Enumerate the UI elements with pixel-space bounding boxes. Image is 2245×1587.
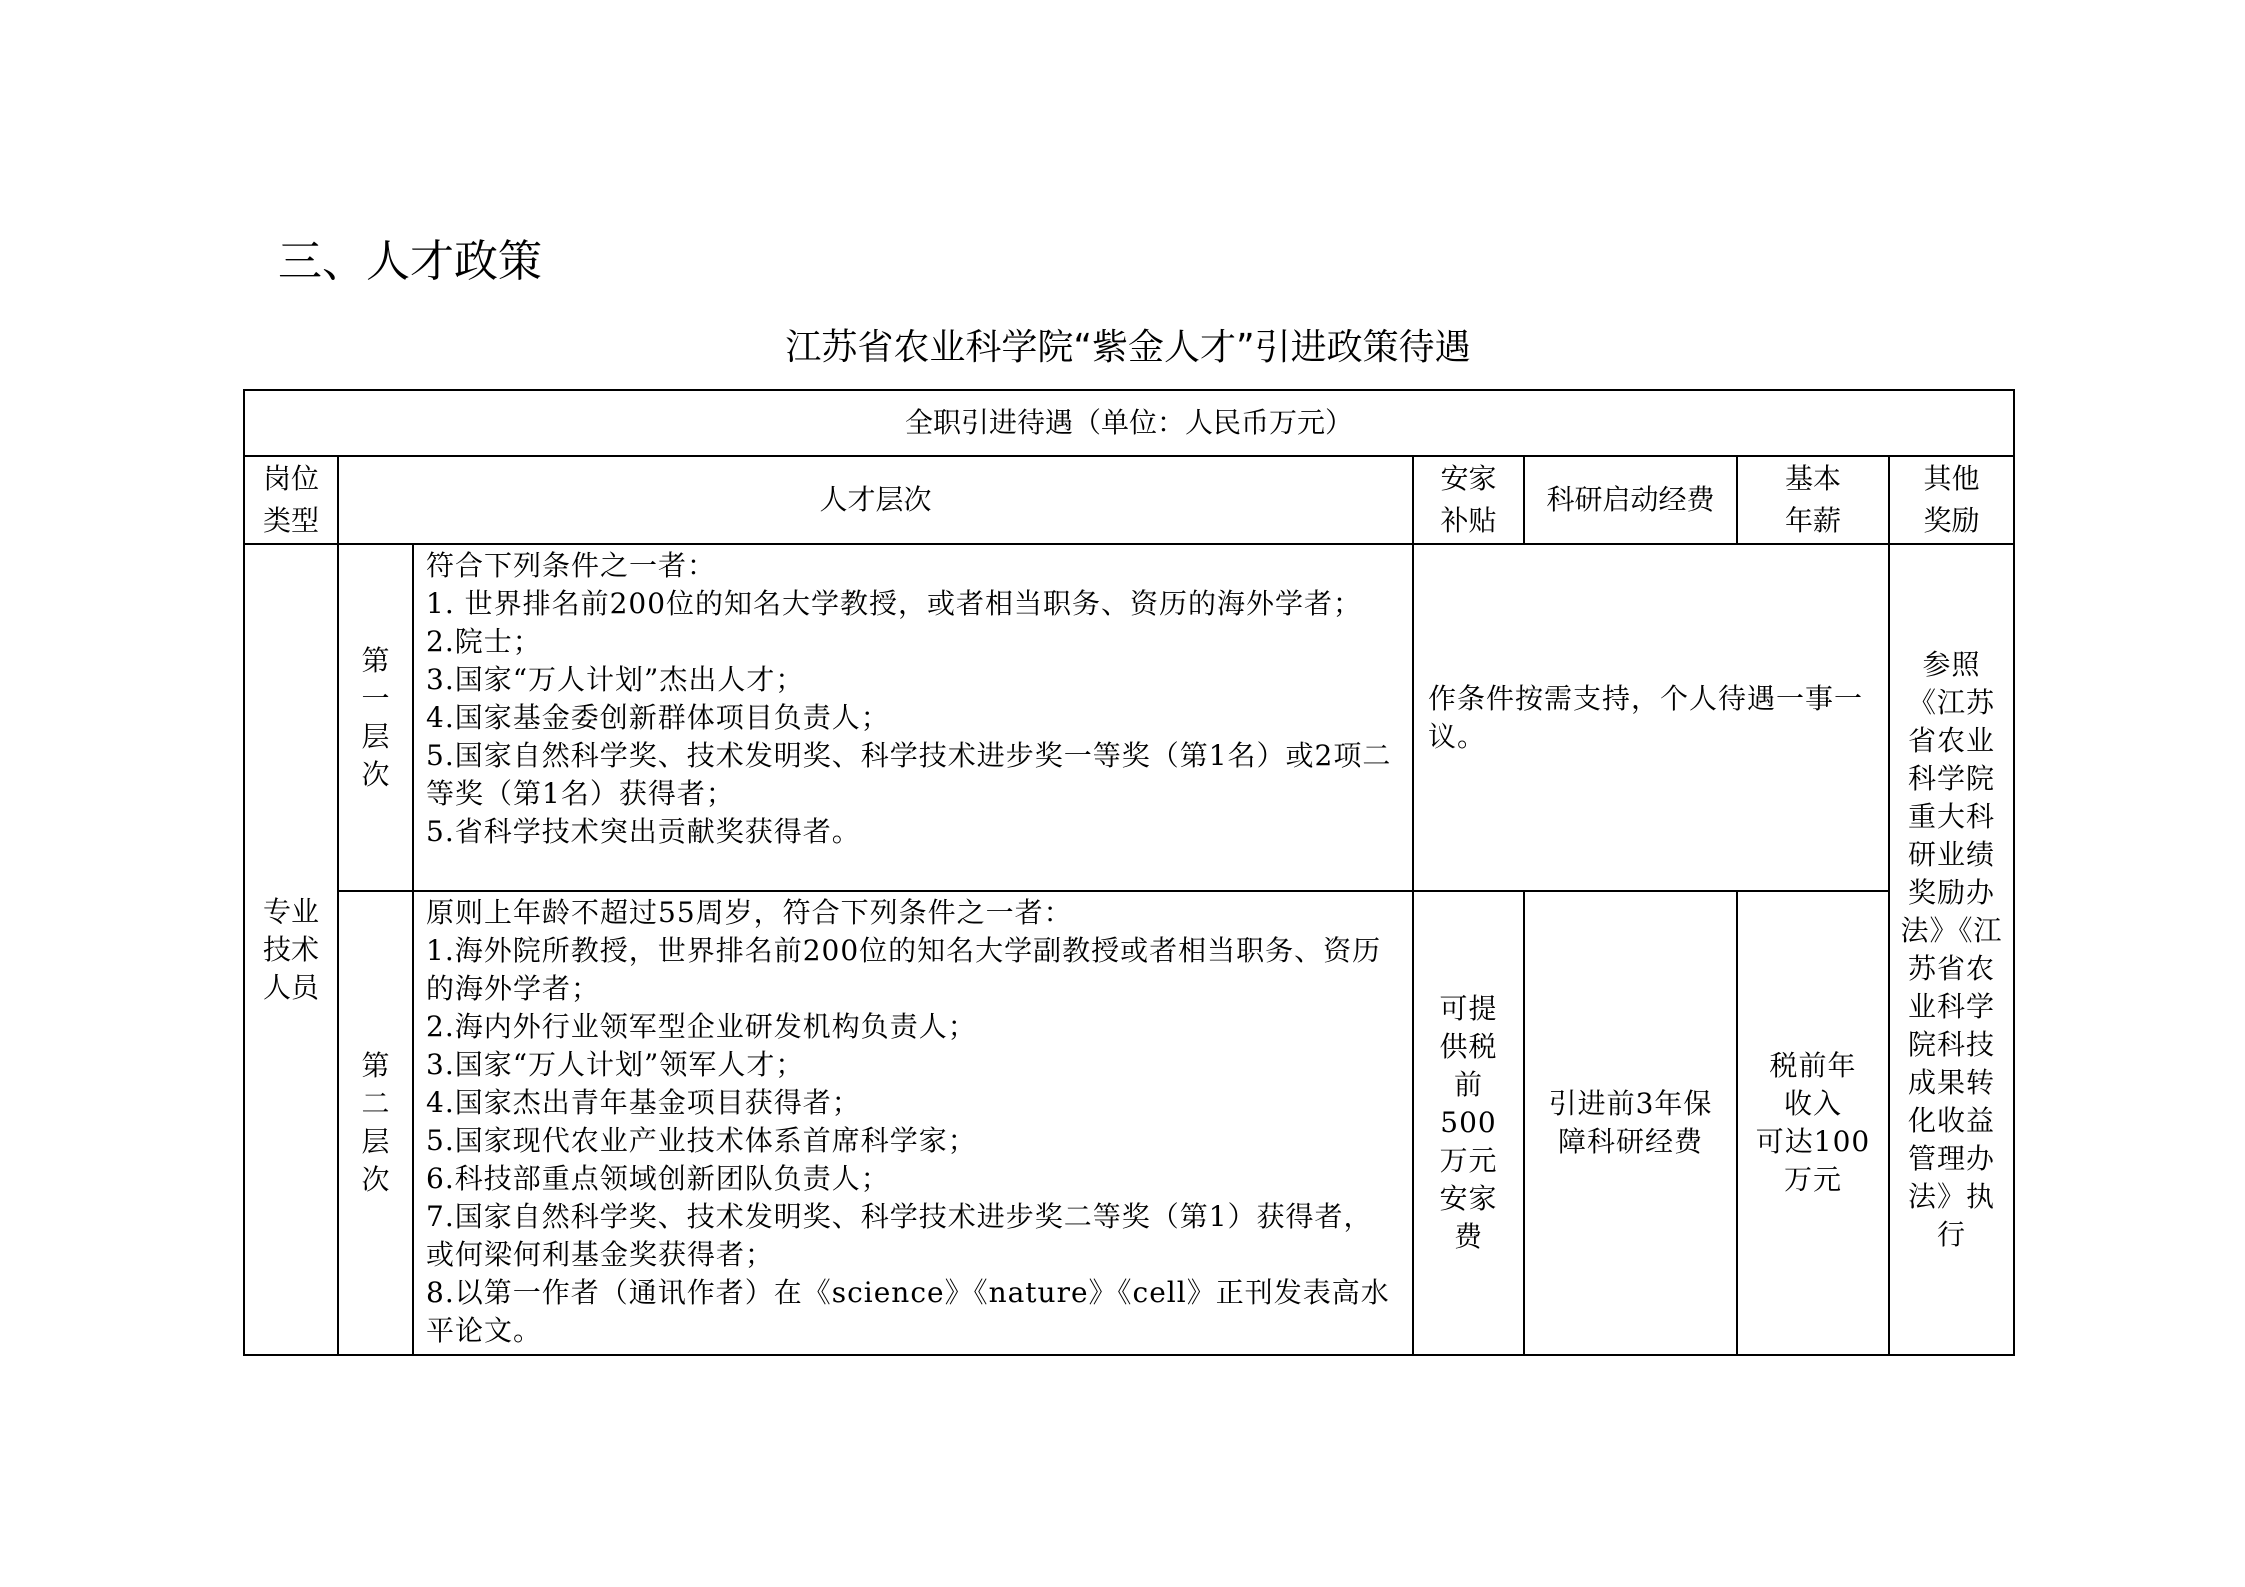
settlement-line: 可提 bbox=[1439, 992, 1498, 1025]
criteria-line: 4.国家杰出青年基金项目获得者； bbox=[426, 1086, 861, 1119]
policy-table bbox=[243, 389, 2015, 1356]
category-line: 人员 bbox=[262, 970, 319, 1004]
table-caption: 全职引进待遇（单位：人民币万元） bbox=[244, 390, 2014, 456]
category-line: 技术 bbox=[262, 932, 319, 966]
tier1-label-char: 第 bbox=[361, 643, 390, 677]
award-line: 管理办 bbox=[1908, 1141, 1996, 1175]
criteria-line: 8.以第一作者（通讯作者）在《science》《nature》《cell》正刊发表高水平论文。 bbox=[426, 1276, 1390, 1347]
category-cell bbox=[244, 544, 338, 1355]
criteria-line: 5.国家现代农业产业技术体系首席科学家； bbox=[426, 1124, 977, 1157]
header-settlement bbox=[1413, 456, 1524, 544]
settlement-line: 前 bbox=[1453, 1068, 1483, 1101]
header-other-line: 其他 bbox=[1923, 462, 1980, 495]
caption-row bbox=[244, 390, 2014, 456]
settlement-line: 供税 bbox=[1439, 1030, 1498, 1063]
criteria-line: 3.国家“万人计划”领军人才； bbox=[426, 1048, 805, 1081]
criteria-line: 5.省科学技术突出贡献奖获得者。 bbox=[426, 815, 861, 848]
award-line: 院科技 bbox=[1908, 1027, 1996, 1061]
criteria-line: 1.海外院所教授，世界排名前200位的知名大学副教授或者相当职务、资历的海外学者； bbox=[426, 934, 1382, 1005]
tier2-salary bbox=[1737, 891, 1889, 1355]
header-salary-line: 年薪 bbox=[1784, 504, 1841, 537]
award-line: 重大科 bbox=[1908, 799, 1996, 833]
header-settlement-line: 补贴 bbox=[1440, 504, 1497, 537]
tier2-row bbox=[244, 891, 2014, 1355]
award-line: 业科学 bbox=[1908, 989, 1996, 1023]
settlement-line: 500 bbox=[1440, 1106, 1497, 1139]
criteria-line: 6.科技部重点领域创新团队负责人； bbox=[426, 1162, 890, 1195]
award-line: 《江苏 bbox=[1908, 685, 1996, 719]
award-line: 苏省农 bbox=[1908, 951, 1996, 985]
tier2-label-char: 次 bbox=[361, 1163, 390, 1196]
tier2-criteria bbox=[413, 891, 1413, 1355]
award-line: 化收益 bbox=[1908, 1103, 1996, 1137]
header-row bbox=[244, 456, 2014, 544]
settlement-line: 万元 bbox=[1439, 1144, 1498, 1177]
tier1-label-char: 次 bbox=[361, 757, 390, 791]
tier2-research-fund: 引进前3年保障科研经费 bbox=[1524, 891, 1737, 1355]
tier2-label bbox=[338, 891, 413, 1355]
award-line: 省农业 bbox=[1908, 723, 1996, 757]
header-category-line: 岗位 bbox=[262, 462, 319, 495]
tier1-treatment: 作条件按需支持，个人待遇一事一议。 bbox=[1413, 544, 1889, 891]
award-line: 法》执 bbox=[1908, 1179, 1996, 1213]
award-line: 成果转 bbox=[1908, 1065, 1996, 1099]
salary-line: 税前年 bbox=[1769, 1049, 1857, 1082]
tier2-label-char: 第 bbox=[361, 1049, 390, 1082]
other-award-cell bbox=[1889, 544, 2014, 1355]
criteria-line: 2.院士； bbox=[426, 625, 542, 658]
header-research-fund: 科研启动经费 bbox=[1524, 456, 1737, 544]
tier1-criteria bbox=[413, 544, 1413, 891]
header-level: 人才层次 bbox=[338, 456, 1413, 544]
header-category-line: 类型 bbox=[262, 504, 319, 537]
tier2-label-char: 层 bbox=[361, 1125, 390, 1158]
tier2-settlement bbox=[1413, 891, 1524, 1355]
tier1-label bbox=[338, 544, 413, 891]
award-line: 行 bbox=[1937, 1217, 1967, 1251]
tier2-label-char: 二 bbox=[361, 1087, 390, 1120]
award-line: 研业绩 bbox=[1908, 837, 1996, 871]
criteria-line: 1. 世界排名前200位的知名大学教授，或者相当职务、资历的海外学者； bbox=[426, 587, 1363, 620]
settlement-line: 安家 bbox=[1439, 1182, 1498, 1215]
category-line: 专业 bbox=[262, 894, 319, 928]
criteria-line: 2.海内外行业领军型企业研发机构负责人； bbox=[426, 1010, 977, 1043]
salary-line: 收入 bbox=[1783, 1087, 1842, 1120]
criteria-line: 4.国家基金委创新群体项目负责人； bbox=[426, 701, 890, 734]
award-line: 奖励办 bbox=[1908, 875, 1996, 909]
salary-line: 万元 bbox=[1783, 1163, 1842, 1196]
header-salary bbox=[1737, 456, 1889, 544]
criteria-line: 3.国家“万人计划”杰出人才； bbox=[426, 663, 805, 696]
criteria-line: 7.国家自然科学奖、技术发明奖、科学技术进步奖二等奖（第1）获得者，或何梁何利基金奖获得者； bbox=[426, 1200, 1373, 1271]
header-other-award bbox=[1889, 456, 2014, 544]
header-other-line: 奖励 bbox=[1923, 504, 1980, 537]
award-line: 法》《江 bbox=[1900, 913, 2003, 947]
header-category bbox=[244, 456, 338, 544]
criteria-line: 5.国家自然科学奖、技术发明奖、科学技术进步奖一等奖（第1名）或2项二等奖（第1名）获得者； bbox=[426, 739, 1392, 810]
settlement-line: 费 bbox=[1453, 1220, 1483, 1253]
salary-line: 可达100 bbox=[1755, 1125, 1871, 1158]
document-title: 江苏省农业科学院“紫金人才”引进政策待遇 bbox=[785, 327, 1471, 368]
award-line: 科学院 bbox=[1908, 761, 1996, 795]
tier1-row bbox=[244, 544, 2014, 891]
criteria-line: 原则上年龄不超过55周岁，符合下列条件之一者： bbox=[426, 896, 1073, 929]
header-settlement-line: 安家 bbox=[1440, 462, 1497, 495]
award-line: 参照 bbox=[1922, 647, 1981, 681]
section-heading: 三、人才政策 bbox=[278, 236, 542, 287]
criteria-line: 符合下列条件之一者： bbox=[426, 549, 717, 582]
tier1-label-char: 层 bbox=[361, 719, 390, 753]
header-salary-line: 基本 bbox=[1784, 462, 1841, 495]
tier1-label-char: 一 bbox=[361, 681, 390, 715]
